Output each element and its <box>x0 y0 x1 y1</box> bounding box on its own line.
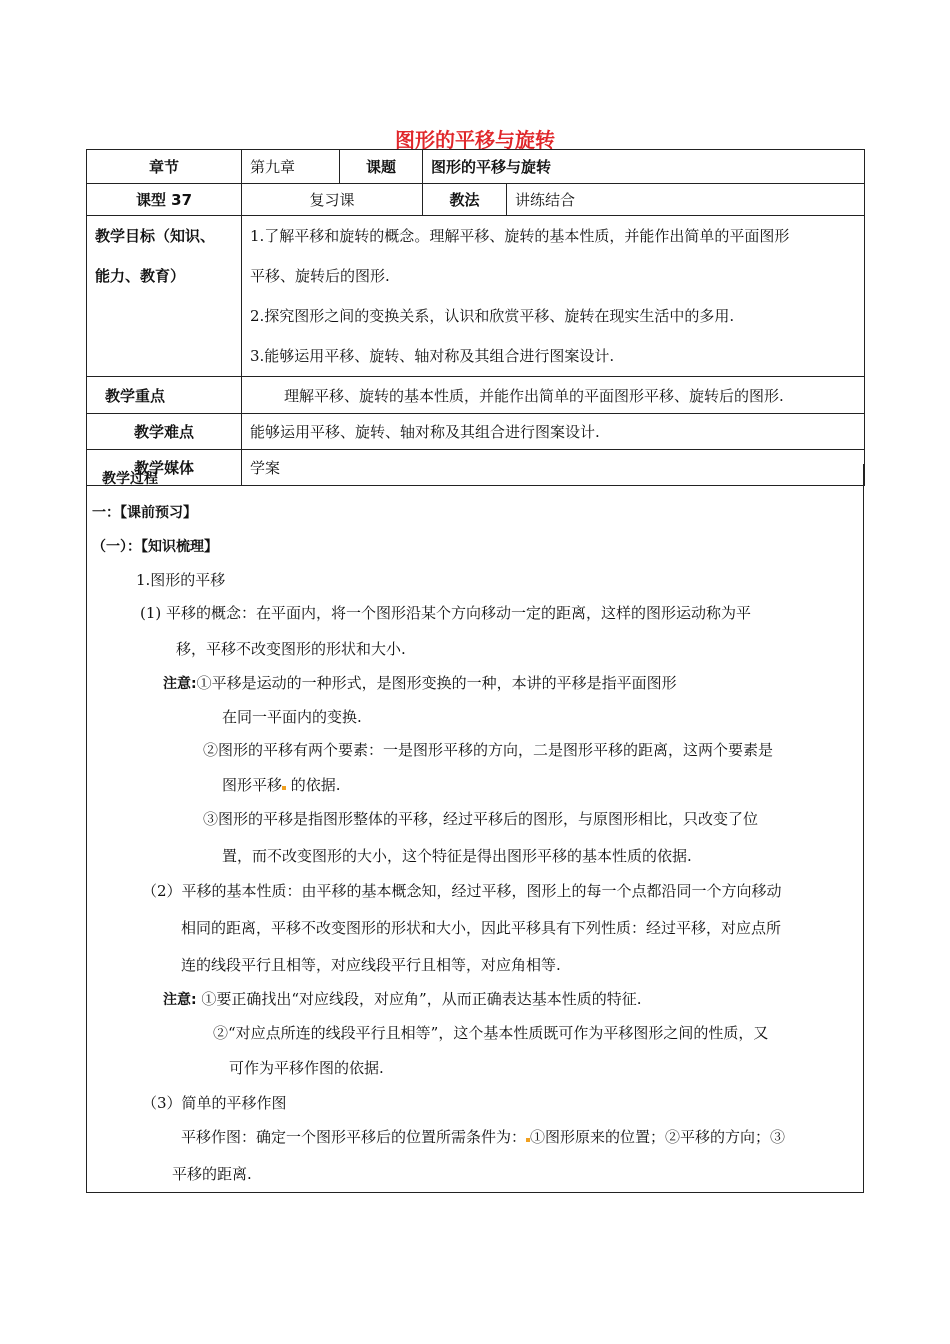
method-value: 讲练结合 <box>507 184 865 216</box>
item-translation: 1.图形的平移 <box>136 571 226 589</box>
goal-line-3: 2.探究图形之间的变换关系，认识和欣赏平移、旋转在现实生活中的多用. <box>250 307 735 325</box>
row-key-point <box>87 377 865 414</box>
drawing-heading: （3）简单的平移作图 <box>142 1094 287 1112</box>
section-preview: 一：【课前预习】 <box>92 505 197 521</box>
note-3-line-2: 置，而不改变图形的大小，这个特征是得出图形平移的基本性质的依据. <box>222 847 692 865</box>
drawing-text-a: 平移作图：确定一个图形平移后的位置所需条件为： <box>181 1128 527 1146</box>
row-chapter <box>87 150 865 184</box>
topic-label: 课题 <box>340 150 423 184</box>
difficulty-value: 能够运用平移、旋转、轴对称及其组合进行图案设计. <box>242 414 865 450</box>
process-heading: 教学过程 <box>102 471 158 487</box>
goal-label-line-2: 能力、教育） <box>95 267 186 285</box>
note-1-line-2: 在同一平面内的变换. <box>222 708 362 726</box>
note-4-text: ①要正确找出“对应线段，对应角”，从而正确表达基本性质的特征. <box>201 990 642 1008</box>
goal-line-4: 3.能够运用平移、旋转、轴对称及其组合进行图案设计. <box>250 347 615 365</box>
translation-concept-line-2: 移，平移不改变图形的形状和大小. <box>176 640 406 658</box>
note-2-text-a: 图形平移 <box>222 776 283 794</box>
difficulty-label: 教学难点 <box>87 414 242 450</box>
note-5-line-1: ②“对应点所连的线段平行且相等”，这个基本性质既可作为平移图形之间的性质，又 <box>213 1024 769 1042</box>
row-difficulty <box>87 414 865 450</box>
subsection-knowledge: （一）：【知识梳理】 <box>92 539 218 555</box>
note-3-line-1: ③图形的平移是指图形整体的平移，经过平移后的图形，与原图形相比，只改变了位 <box>203 810 759 828</box>
goal-line-1: 1.了解平移和旋转的概念。理解平移、旋转的基本性质，并能作出简单的平面图形 <box>250 227 790 245</box>
type-value: 复习课 <box>242 184 423 216</box>
property-line-2: 相同的距离，平移不改变图形的形状和大小，因此平移具有下列性质：经过平移，对应点所 <box>181 919 782 937</box>
note-2-line-1: ②图形的平移有两个要素：一是图形平移的方向，二是图形平移的距离，这两个要素是 <box>203 741 774 759</box>
type-label: 课型 37 <box>87 184 242 216</box>
note-4 <box>163 988 642 1009</box>
note-1 <box>163 672 677 693</box>
chapter-label: 章节 <box>87 150 242 184</box>
note-5-line-2: 可作为平移作图的依据. <box>229 1059 384 1077</box>
row-goals <box>87 216 865 377</box>
key-point-value: 理解平移、旋转的基本性质，并能作出简单的平面图形平移、旋转后的图形. <box>242 377 865 414</box>
topic-value: 图形的平移与旋转 <box>423 150 865 184</box>
document-title: 图形的平移与旋转 <box>395 128 555 152</box>
goal-line-2: 平移、旋转后的图形. <box>250 267 390 285</box>
key-point-label: 教学重点 <box>87 377 242 414</box>
property-line-3: 连的线段平行且相等，对应线段平行且相等，对应角相等. <box>181 956 561 974</box>
goal-label <box>87 216 242 377</box>
goal-content <box>242 216 865 377</box>
media-label: 教学媒体 <box>87 450 242 486</box>
method-label: 教法 <box>423 184 507 216</box>
drawing-line-1 <box>181 1126 785 1147</box>
note-2-line-2 <box>222 774 341 795</box>
highlight-mark <box>282 786 286 790</box>
goal-label-line-1: 教学目标（知识、 <box>95 227 216 245</box>
chapter-value: 第九章 <box>242 150 340 184</box>
drawing-line-2: 平移的距离. <box>172 1165 252 1183</box>
property-line-1: （2）平移的基本性质：由平移的基本概念知，经过平移，图形上的每一个点都沿同一个方向移动 <box>142 882 782 900</box>
note-1-line-1: ①平移是运动的一种形式，是图形变换的一种，本讲的平移是指平面图形 <box>196 674 677 692</box>
drawing-text-b: ①图形原来的位置；②平移的方向；③ <box>530 1128 786 1146</box>
media-value: 学案 <box>242 450 865 486</box>
translation-concept-line-1: (1) 平移的概念：在平面内，将一个图形沿某个方向移动一定的距离，这样的图形运动称为平 <box>140 604 752 622</box>
lesson-info-table <box>86 149 865 486</box>
row-type <box>87 184 865 216</box>
note-label: 注意: <box>163 676 197 692</box>
note-label-2: 注意: <box>163 992 197 1008</box>
note-2-text-b: 的依据. <box>290 776 341 794</box>
